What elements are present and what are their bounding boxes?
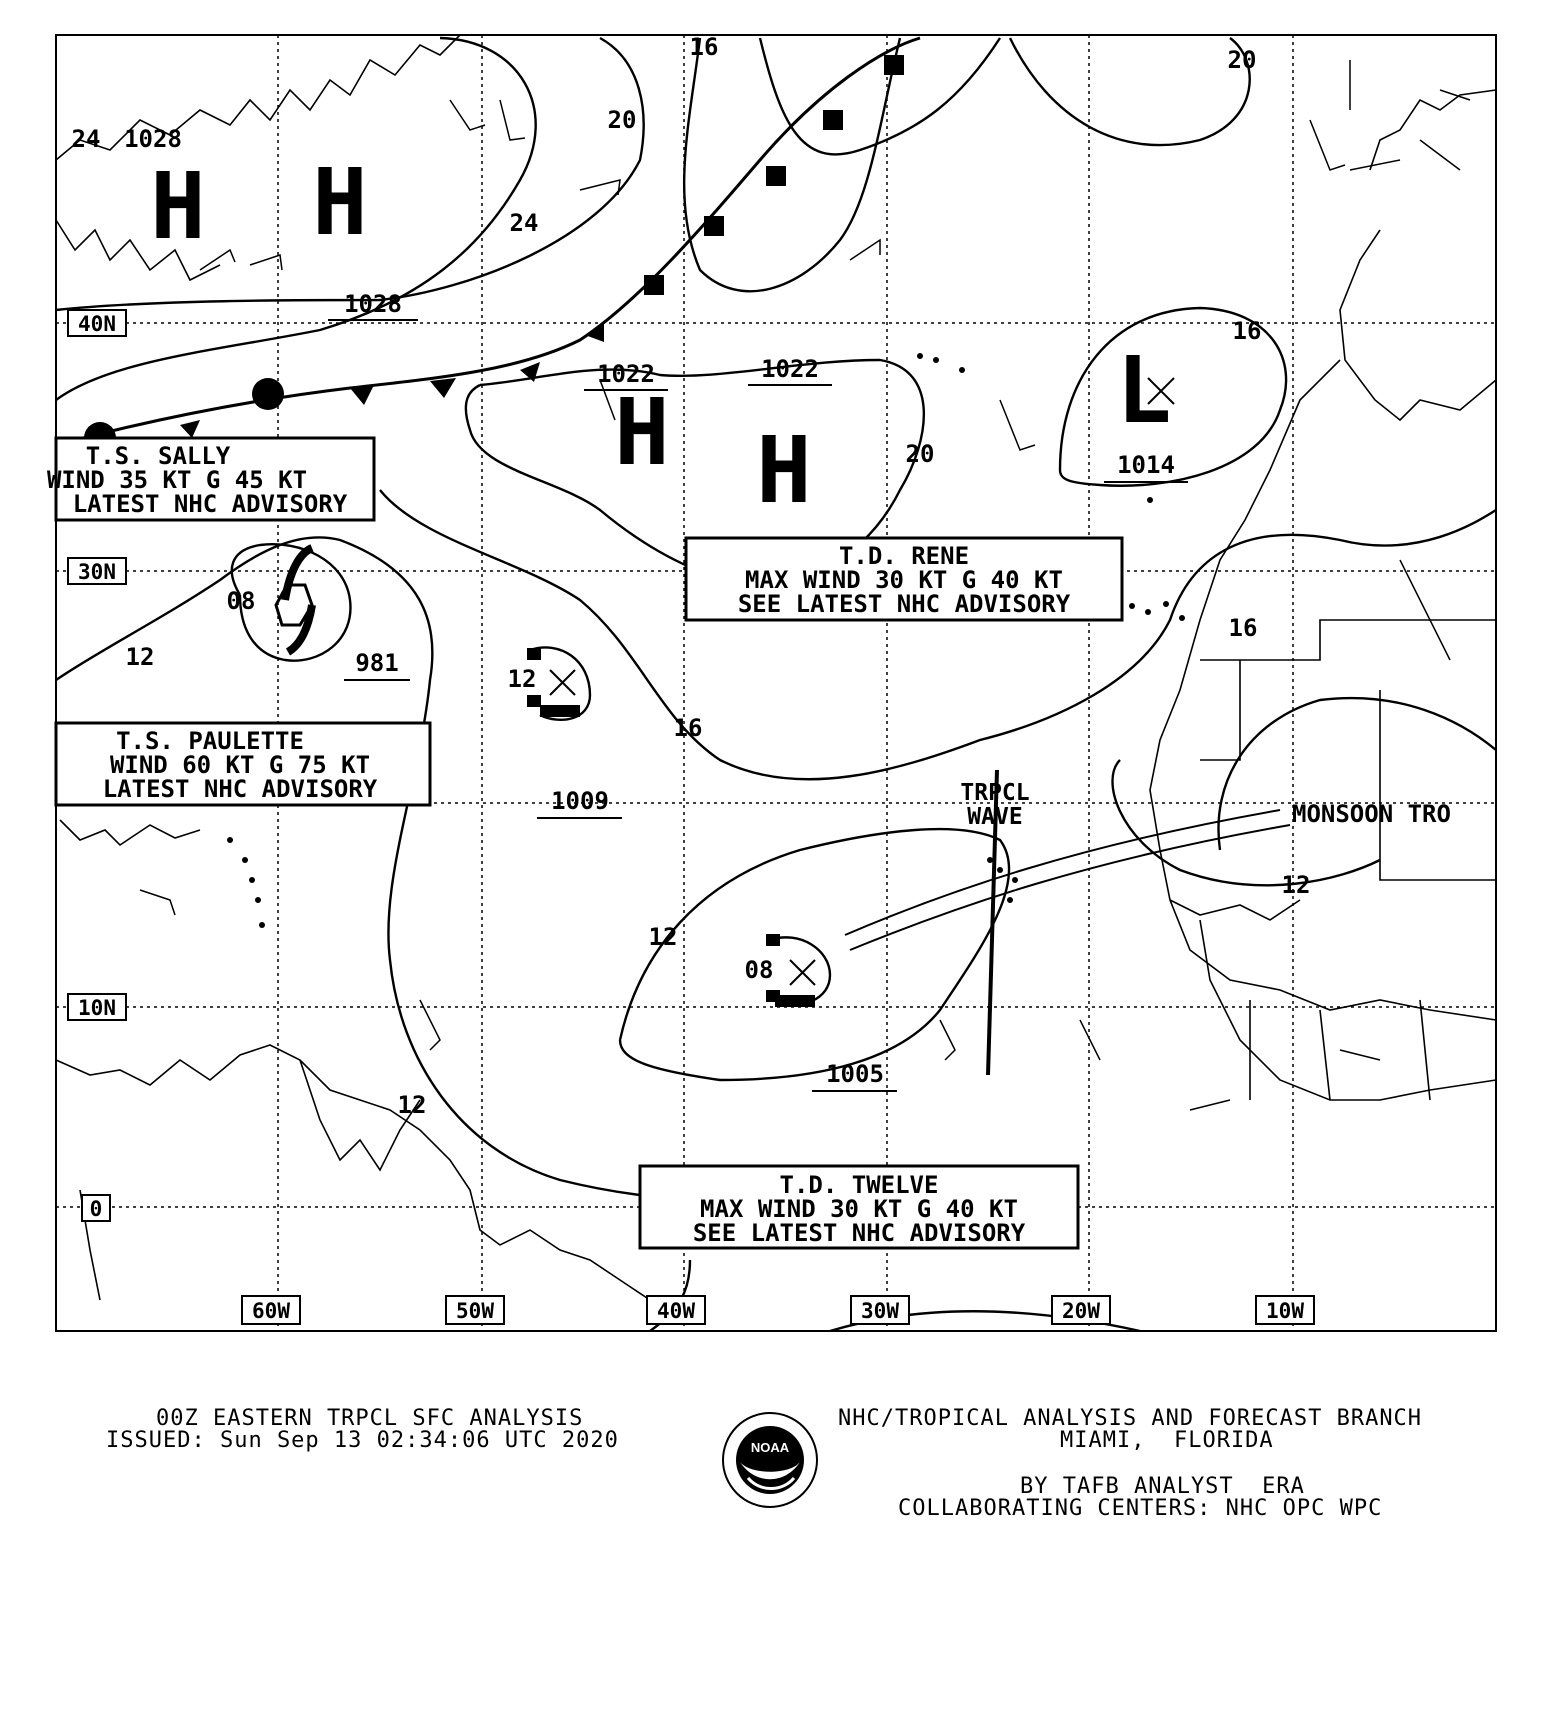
isobar-label: 20 — [1227, 46, 1257, 74]
isobar-label: 20 — [607, 106, 637, 134]
advisory-box-sally — [47, 438, 374, 520]
collaborating-centers: COLLABORATING CENTERS: NHC OPC WPC — [898, 1496, 1383, 1521]
center-pressure-value: 1009 — [551, 787, 609, 815]
center-pressure-value: 1022 — [597, 360, 655, 388]
advisory-box-rene — [686, 538, 1122, 620]
isobar-label: 16 — [1228, 614, 1258, 642]
center-pressure-value: 1028 — [124, 125, 182, 153]
isobar-label: 24 — [71, 125, 101, 153]
advisory-wind: MAX WIND 30 KT G 40 KT — [700, 1195, 1018, 1223]
chart-title: 00Z EASTERN TRPCL SFC ANALYSIS — [156, 1406, 584, 1431]
isobar-label: 16 — [689, 33, 719, 61]
isobar-label: 12 — [648, 923, 678, 951]
analyst-credit: BY TAFB ANALYST ERA — [1020, 1474, 1305, 1499]
advisory-box-paulette — [56, 723, 430, 805]
high-center-letter: H — [614, 379, 670, 486]
advisory-note: SEE LATEST NHC ADVISORY — [737, 590, 1071, 618]
isobar-label: 12 — [507, 665, 537, 693]
tropical-wave-label: WAVE — [967, 804, 1023, 830]
lon-label-60w: 60W — [252, 1299, 290, 1323]
center-pressure-value: 1014 — [1117, 451, 1175, 479]
high-center-letter: H — [150, 153, 206, 260]
isobar-label: 16 — [1232, 317, 1262, 345]
noaa-logo-text: NOAA — [750, 1440, 790, 1455]
isobar-label: 20 — [905, 440, 935, 468]
lon-label-40w: 40W — [657, 1299, 695, 1323]
center-pressure-value: 1005 — [826, 1060, 884, 1088]
issued-time: ISSUED: Sun Sep 13 02:34:06 UTC 2020 — [106, 1428, 619, 1453]
lon-label-20w: 20W — [1062, 1299, 1100, 1323]
advisory-title: T.S. PAULETTE — [116, 727, 304, 755]
advisory-wind: MAX WIND 30 KT G 40 KT — [745, 566, 1063, 594]
isobar-label: 08 — [226, 587, 256, 615]
isobar-label: 16 — [673, 714, 703, 742]
isobar-label: 12 — [397, 1091, 427, 1119]
lon-label-50w: 50W — [456, 1299, 494, 1323]
low-center-letter: L — [1116, 337, 1172, 444]
advisory-note: LATEST NHC ADVISORY — [102, 775, 378, 803]
isobar-label: 08 — [744, 956, 774, 984]
advisory-title: T.D. TWELVE — [779, 1171, 939, 1199]
isobar-label: 24 — [509, 209, 539, 237]
isobar-label: 12 — [125, 643, 155, 671]
lon-label-30w: 30W — [861, 1299, 899, 1323]
advisory-note: LATEST NHC ADVISORY — [72, 490, 348, 518]
advisory-box-twelve — [640, 1166, 1078, 1248]
lat-label-40n: 40N — [78, 312, 116, 336]
tropical-wave-label: TRPCL — [960, 780, 1030, 806]
center-pressure-value: 1028 — [344, 290, 402, 318]
advisory-wind: WIND 35 KT G 45 KT — [46, 466, 308, 494]
advisory-note: SEE LATEST NHC ADVISORY — [692, 1219, 1026, 1247]
advisory-title: T.S. SALLY — [85, 442, 231, 470]
lat-label-30n: 30N — [78, 560, 116, 584]
isobar-label: 12 — [1281, 871, 1311, 899]
center-pressure-value: 1022 — [761, 355, 819, 383]
center-pressure-value: 981 — [355, 649, 399, 677]
monsoon-trough-label: MONSOON TRO — [1292, 800, 1451, 828]
high-center-letter: H — [756, 417, 812, 524]
advisory-title: T.D. RENE — [838, 542, 970, 570]
advisory-wind: WIND 60 KT G 75 KT — [109, 751, 371, 779]
lat-label-0: 0 — [89, 1197, 103, 1221]
high-center-letter: H — [312, 149, 368, 256]
agency-name: NHC/TROPICAL ANALYSIS AND FORECAST BRANCH — [838, 1406, 1423, 1431]
map-frame — [56, 35, 1496, 1331]
noaa-logo — [723, 1413, 817, 1507]
lat-label-10n: 10N — [78, 996, 116, 1020]
agency-location: MIAMI, FLORIDA — [1060, 1428, 1274, 1453]
lon-label-10w: 10W — [1266, 1299, 1304, 1323]
